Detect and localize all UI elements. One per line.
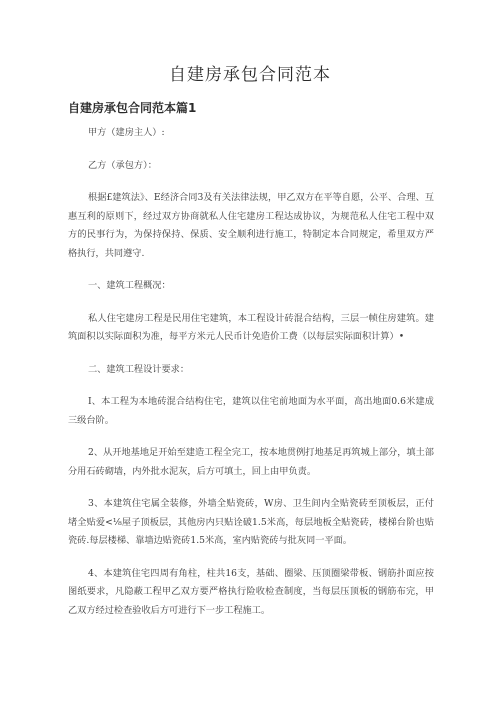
requirement-4: 4、本建筑住宅四周有角柱，柱共16支，基础、圈梁、压顶圈梁带板、钢筋扑面应按图纸要求，凡隐蔽工程甲乙双方要严格执行险收检查制度，当每层压顶板的钢筋布完，甲乙双方经过检查验收后方可进行下一步工程施工。: [68, 567, 434, 616]
section-title: 自建房承包合同范本篇1: [68, 101, 197, 115]
heading-design-requirements: 二、建筑工程设计要求：: [88, 363, 190, 375]
party-a-line: 甲方（建房主人）:: [88, 127, 165, 138]
document-title: 自建房承包合同范本: [169, 65, 331, 85]
document-body: [68, 124, 434, 634]
requirement-3: 3、本建筑住宅属全装修，外墙全贴瓷砖，W房、卫生间内全贴瓷砖至顶板层，正付堵全贴爱<⅛屋子顶板层，其他房内只贴诠破1.5米高，每层地板全贴瓷砖，楼梯台阶也贴瓷砖.每层楼梯、靠墙边贴瓷砖1.5米高，室内贴瓷砖与批灰同一平面。: [68, 498, 434, 546]
preamble-paragraph: 根据£建筑法》、E经济合同3及有关法律法规，甲乙双方在平等自愿，公平、合理、互惠互利的原则下，经过双方协商就私人住宅建房工程达成协议，为规范私人住宅工程中双方的民事行为，为保持保持、保质、安全顺利进行施工，特制定本合同规定，希里双方严格执行，共同遵守.: [68, 192, 434, 259]
heading-project-overview: 一、建筑工程概况：: [88, 280, 171, 291]
project-overview-paragraph: 私人住宅建房工程是民用住宅建筑，本工程设计砖混合结构，三层一帧住房建筑。建筑面积以实际面积为准，每平方米元人民币计免造价工费（以每层实际面积计算）•: [68, 312, 434, 342]
requirement-2: 2、从开地基地足开始至建造工程全完工，按本地贯例打地基足再筑城上部分，填土部分用石砖砌墙，内外批水泥灰，后方可填土，回上由甲负责。: [68, 447, 434, 477]
party-b-line: 乙方（承包方）：: [88, 159, 157, 171]
requirement-1: I、本工程为本地砖混合结构住宅，建筑以住宅前地面为水平面，高出地面0.6米建成三级台阶。: [68, 396, 434, 426]
